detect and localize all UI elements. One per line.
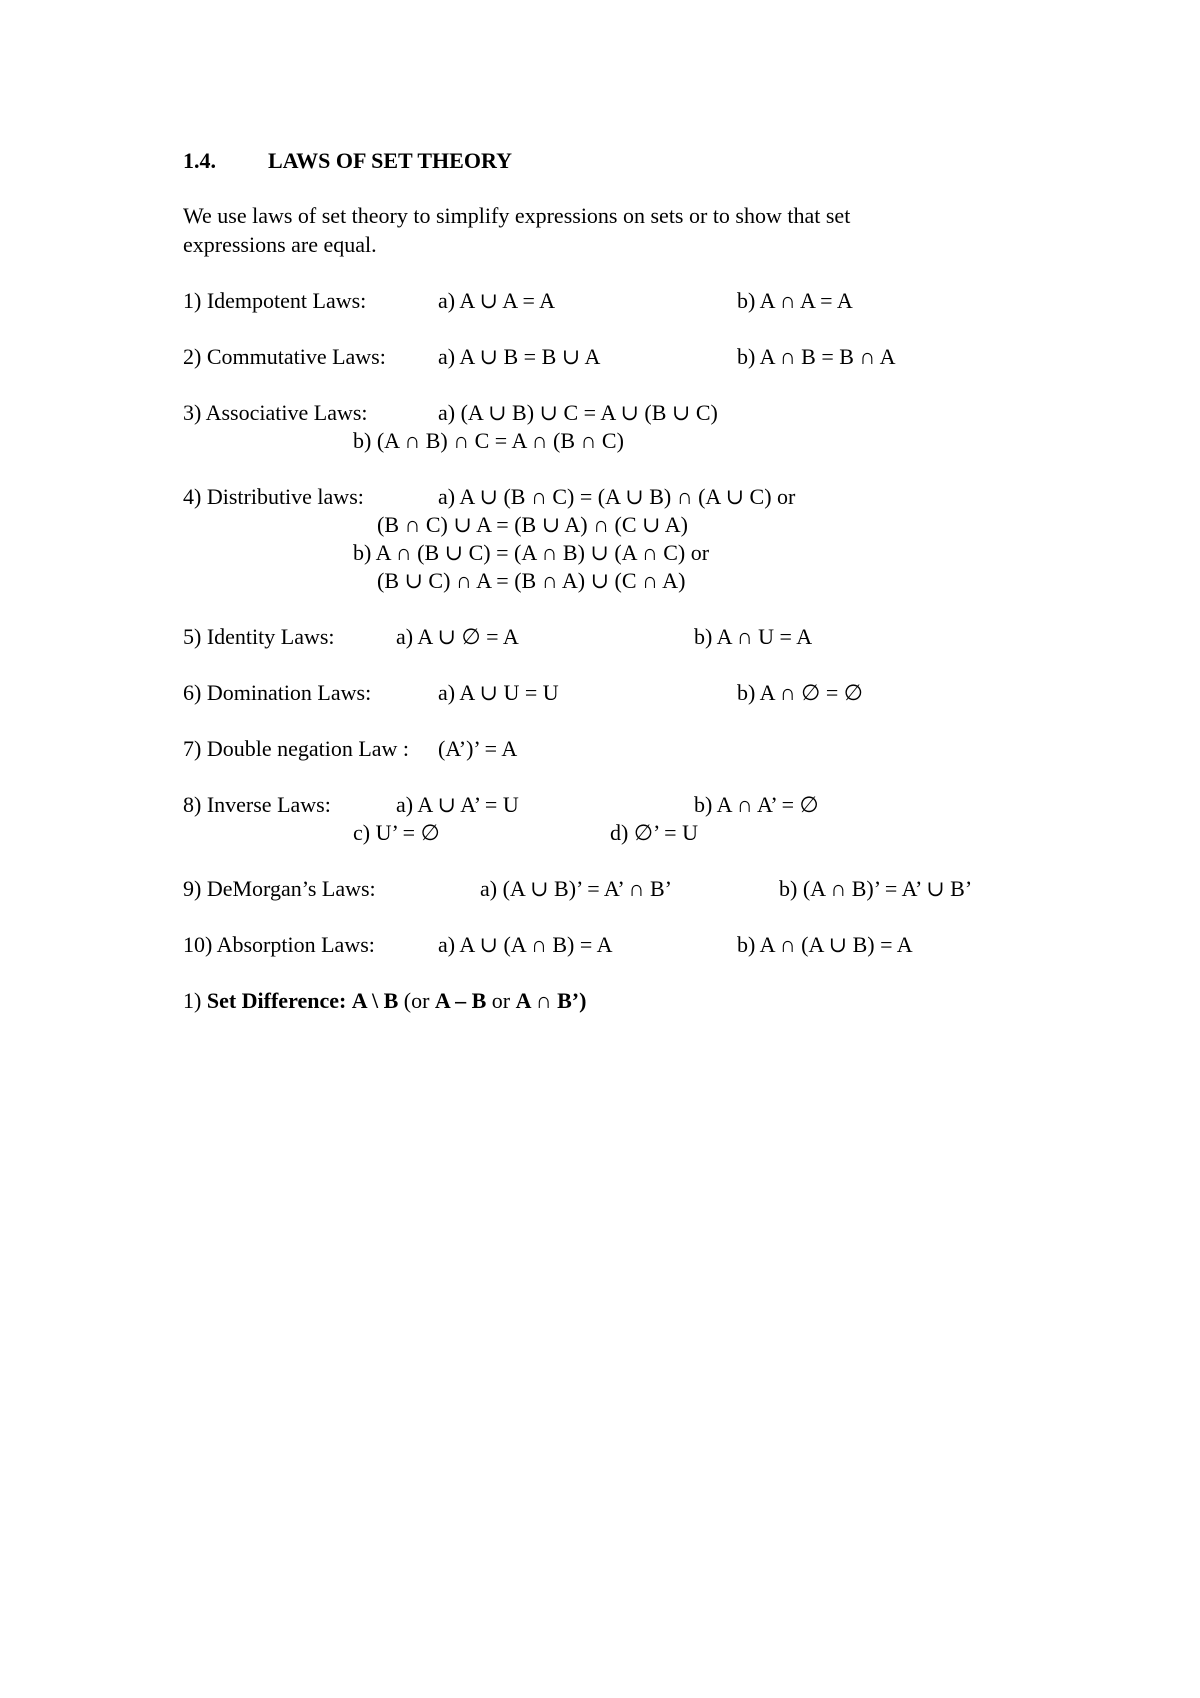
set-difference-or-2: or [491,988,511,1013]
inverse-c: c) U’ = ∅ [353,820,440,845]
demorgan-label: 9) DeMorgan’s Laws: [183,876,376,901]
absorption-label: 10) Absorption Laws: [183,932,375,957]
absorption-b: b) A ∩ (A ∪ B) = A [737,932,913,957]
double-negation-a: (A’)’ = A [438,736,518,761]
intro-line-2: expressions are equal. [183,232,377,257]
inverse-b: b) A ∩ A’ = ∅ [694,792,819,817]
domination-label: 6) Domination Laws: [183,680,372,705]
commutative-a: a) A ∪ B = B ∪ A [438,344,601,369]
commutative-label: 2) Commutative Laws: [183,344,386,369]
distributive-label: 4) Distributive laws: [183,484,364,509]
section-title: LAWS OF SET THEORY [268,148,512,173]
set-difference-line [183,990,586,1012]
idempotent-label: 1) Idempotent Laws: [183,288,367,313]
distributive-a1: a) A ∪ (B ∩ C) = (A ∪ B) ∩ (A ∪ C) or [438,484,796,509]
intro-line-1: We use laws of set theory to simplify expressions on sets or to show that set [183,203,851,228]
inverse-a: a) A ∪ A’ = U [396,792,519,817]
associative-b: b) (A ∩ B) ∩ C = A ∩ (B ∩ C) [353,428,624,453]
inverse-d: d) ∅’ = U [610,820,698,845]
distributive-b1: b) A ∩ (B ∪ C) = (A ∩ B) ∪ (A ∩ C) or [353,540,710,565]
absorption-a: a) A ∪ (A ∩ B) = A [438,932,613,957]
set-difference-label: Set Difference: [206,988,347,1013]
associative-label: 3) Associative Laws: [183,400,368,425]
set-difference-or-1: (or [403,988,430,1013]
demorgan-b: b) (A ∩ B)’ = A’ ∪ B’ [779,876,973,901]
idempotent-a: a) A ∪ A = A [438,288,556,313]
set-difference-expr-2: A – B [434,988,487,1013]
idempotent-b: b) A ∩ A = A [737,288,853,313]
set-difference-expr-3: A ∩ B’) [515,988,587,1013]
double-negation-label: 7) Double negation Law : [183,736,410,761]
identity-label: 5) Identity Laws: [183,624,335,649]
commutative-b: b) A ∩ B = B ∩ A [737,344,896,369]
identity-a: a) A ∪ ∅ = A [396,624,519,649]
set-difference-number: 1) [183,988,202,1013]
associative-a: a) (A ∪ B) ∪ C = A ∪ (B ∪ C) [438,400,718,425]
distributive-a2: (B ∩ C) ∪ A = (B ∪ A) ∩ (C ∪ A) [377,512,688,537]
set-difference-expr-1: A \ B [351,988,399,1013]
domination-a: a) A ∪ U = U [438,680,559,705]
demorgan-a: a) (A ∪ B)’ = A’ ∩ B’ [480,876,672,901]
identity-b: b) A ∩ U = A [694,624,813,649]
inverse-label: 8) Inverse Laws: [183,792,331,817]
section-number: 1.4. [183,148,216,173]
domination-b: b) A ∩ ∅ = ∅ [737,680,863,705]
distributive-b2: (B ∪ C) ∩ A = (B ∩ A) ∪ (C ∩ A) [377,568,686,593]
